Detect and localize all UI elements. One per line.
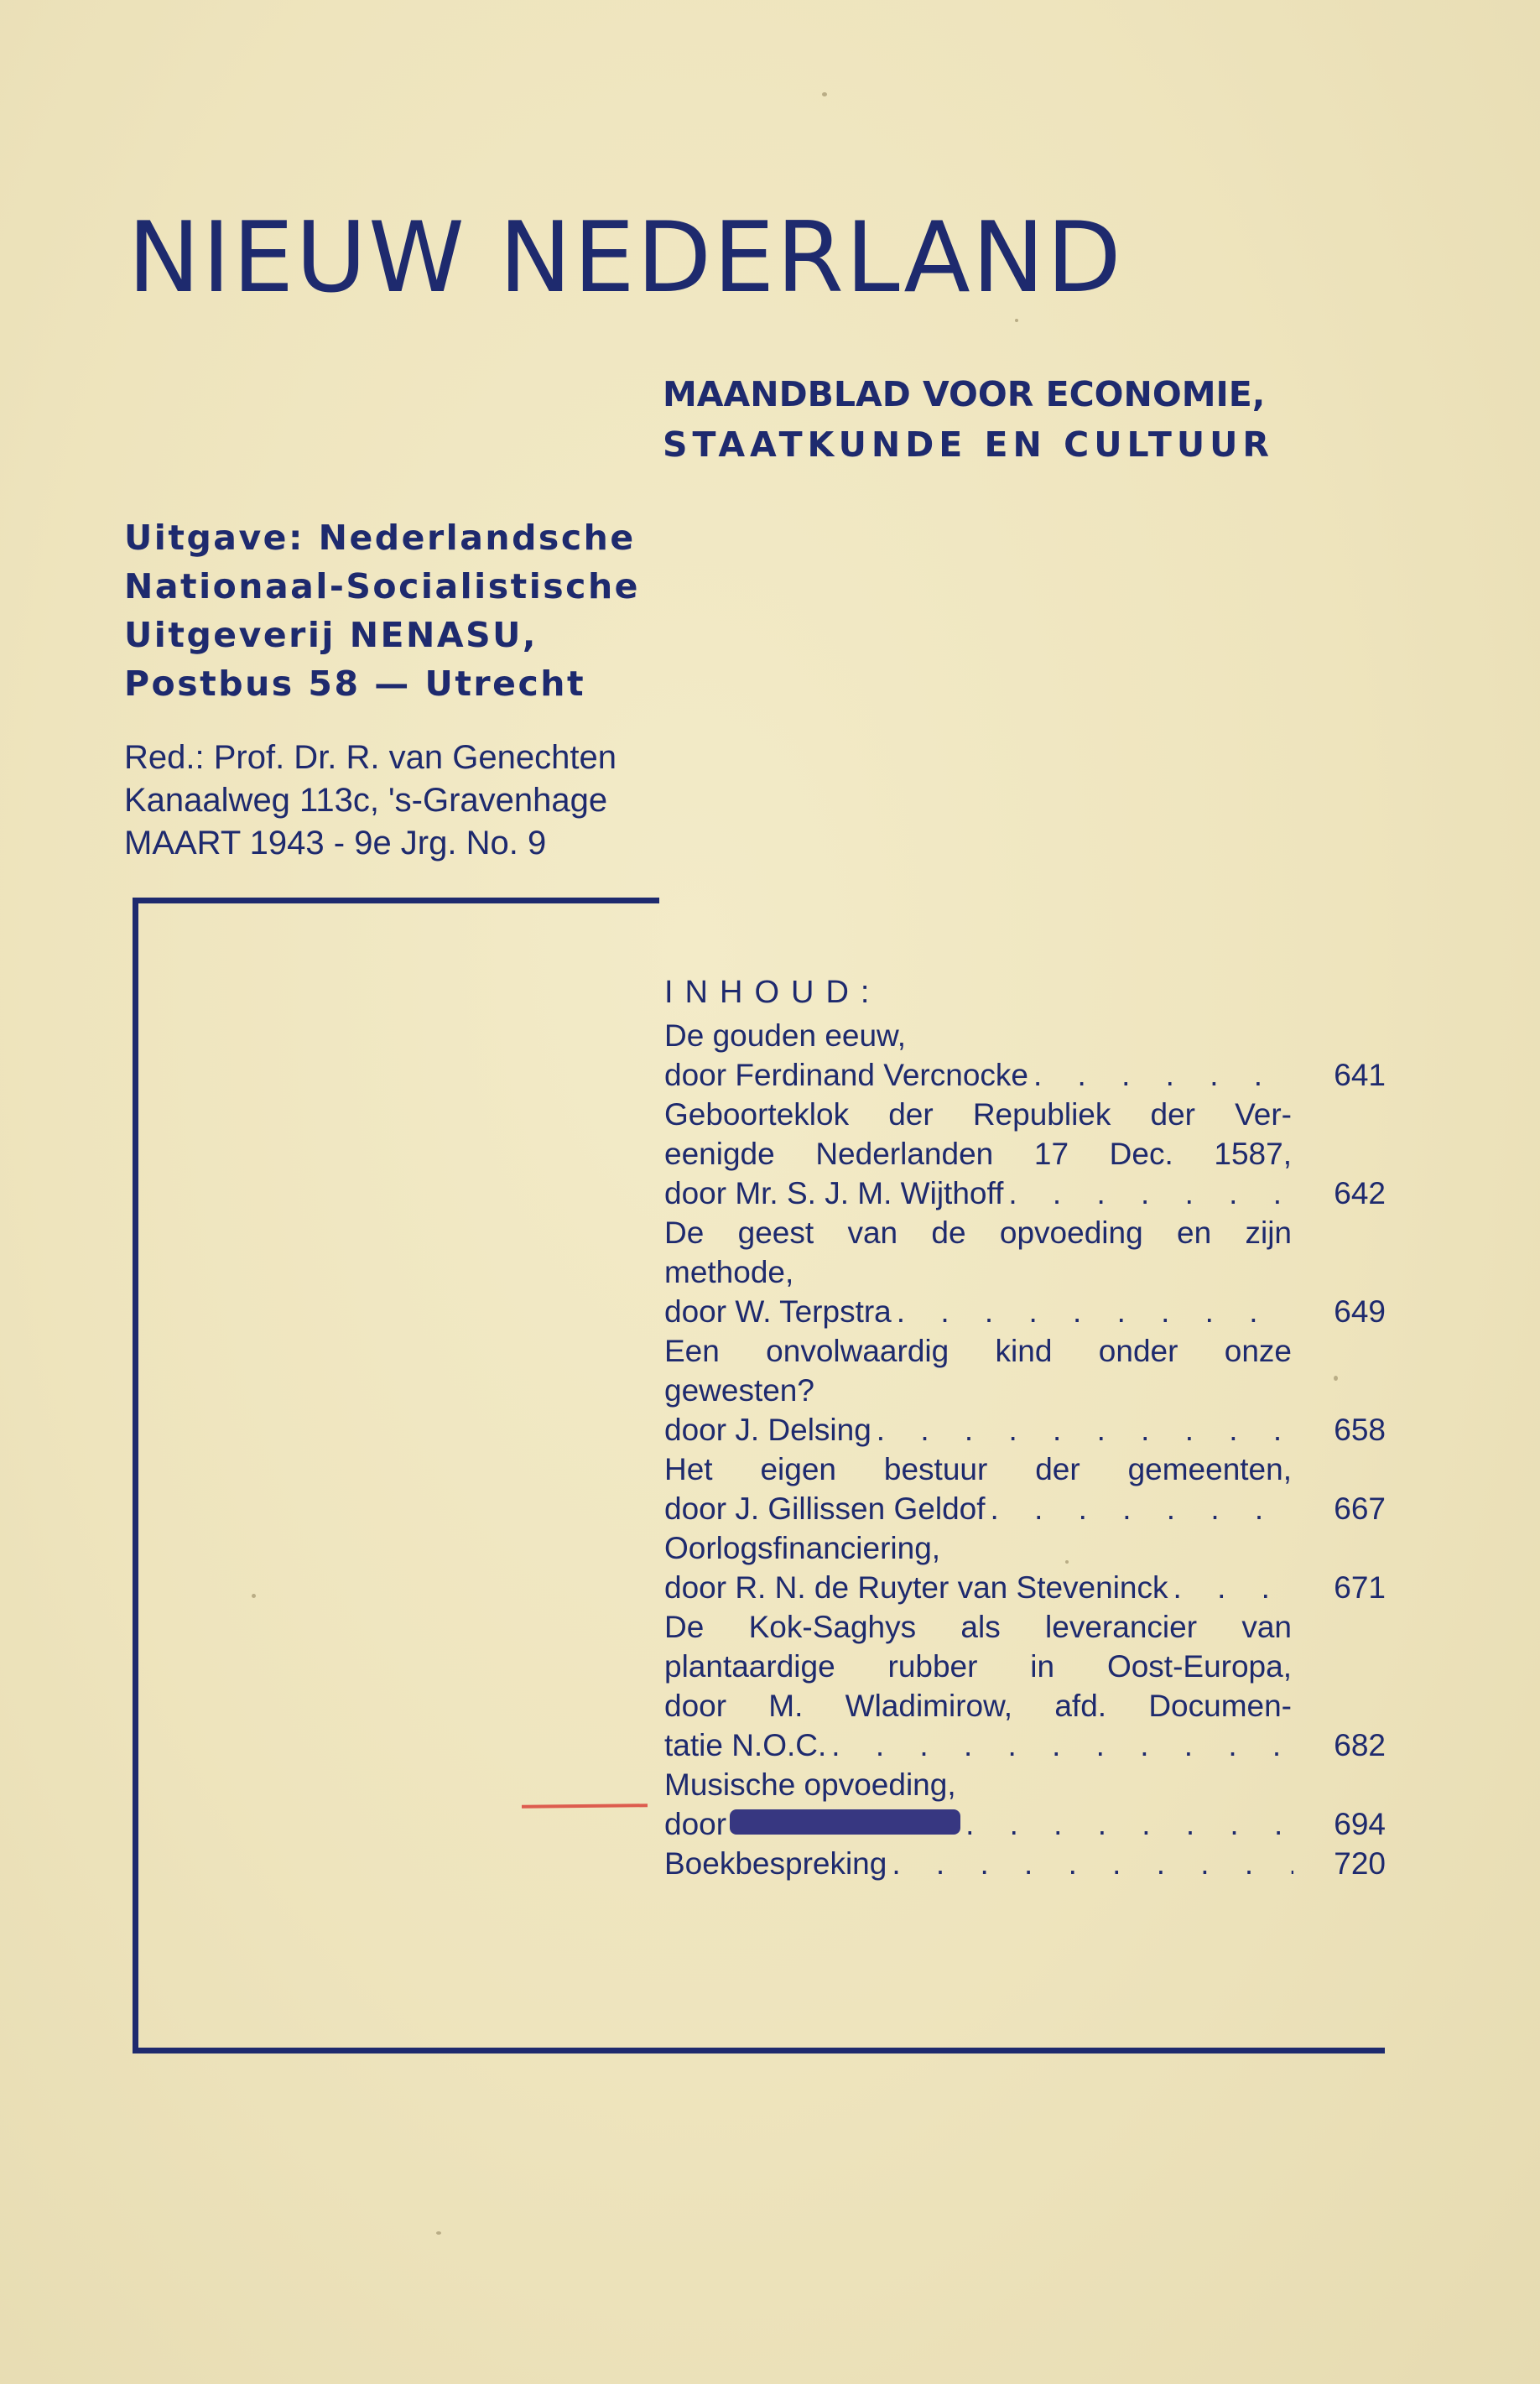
toc-entry-author-line <box>664 1568 1386 1607</box>
toc-leader-dots <box>897 1292 1293 1331</box>
redacted-name-mark <box>730 1809 960 1835</box>
toc-page-number: 649 <box>1334 1294 1386 1329</box>
toc-entry <box>664 1528 1386 1607</box>
toc-author: door Ferdinand Vercnocke <box>664 1058 1028 1092</box>
toc-author: door Mr. S. J. M. Wijthoff <box>664 1176 1004 1210</box>
toc-page-number: 642 <box>1334 1176 1386 1210</box>
editor-line: Red.: Prof. Dr. R. van Genechten <box>124 739 617 776</box>
toc-entry <box>664 1016 1386 1095</box>
toc-leader-dots <box>892 1844 1293 1883</box>
toc-author: door J. Delsing <box>664 1413 871 1447</box>
toc-leader-dots <box>991 1489 1293 1528</box>
red-pencil-mark <box>522 1804 648 1809</box>
publisher-line: Uitgave: Nederlandsche <box>124 518 636 558</box>
toc-entry-author-line <box>664 1844 1386 1883</box>
toc-entry <box>664 1765 1386 1844</box>
toc-entry-line: plantaardige rubber in Oost-Europa, <box>664 1649 1292 1684</box>
toc-page-number: 694 <box>1334 1807 1386 1841</box>
subtitle-line: STAATKUNDE EN CULTUUR <box>663 424 1274 465</box>
toc-leader-dots <box>831 1726 1293 1765</box>
toc-entry-author-line <box>664 1174 1386 1213</box>
toc-entry-line: Een onvolwaardig kind onder onze <box>664 1334 1292 1368</box>
toc-author: door W. Terpstra <box>664 1294 892 1329</box>
publisher-block <box>124 513 640 708</box>
table-of-contents <box>664 973 1386 1883</box>
magazine-subtitle <box>663 369 1274 470</box>
editorial-block <box>124 737 617 865</box>
toc-entry <box>664 1095 1386 1213</box>
toc-author: Boekbespreking <box>664 1846 887 1881</box>
address-line: Kanaalweg 113c, 's-Gravenhage <box>124 782 608 819</box>
toc-author: door R. N. de Ruyter van Steveninck <box>664 1570 1168 1605</box>
toc-entry-line: gewesten? <box>664 1373 814 1408</box>
toc-leader-dots <box>965 1804 1293 1844</box>
toc-leader-dots <box>1033 1055 1293 1095</box>
toc-author: door J. Gillissen Geldof <box>664 1491 986 1526</box>
toc-author: door <box>664 1807 727 1841</box>
toc-entry-author-line <box>664 1055 1386 1095</box>
toc-entry <box>664 1607 1386 1765</box>
toc-entry-author-line <box>664 1489 1386 1528</box>
toc-entry-author-line <box>664 1726 1386 1765</box>
toc-entry-author-line <box>664 1292 1386 1331</box>
toc-entry-line: Geboorteklok der Republiek der Ver- <box>664 1097 1292 1132</box>
toc-page-number: 667 <box>1334 1491 1386 1526</box>
toc-entry <box>664 1213 1386 1331</box>
publisher-line: Postbus 58 — Utrecht <box>124 664 586 704</box>
toc-entry-line: Oorlogsfinanciering, <box>664 1531 941 1565</box>
frame-bottom-rule <box>133 2048 1385 2053</box>
toc-entry-author-line <box>664 1410 1386 1450</box>
toc-entry-line: Het eigen bestuur der gemeenten, <box>664 1452 1292 1486</box>
toc-entry-line: methode, <box>664 1255 794 1289</box>
toc-entries <box>664 1016 1386 1883</box>
toc-page-number: 658 <box>1334 1413 1386 1447</box>
toc-page-number: 641 <box>1334 1058 1386 1092</box>
frame-left-rule <box>133 898 138 2053</box>
toc-leader-dots <box>1173 1568 1293 1607</box>
magazine-title: NIEUW NEDERLAND <box>127 201 1123 315</box>
subtitle-line: MAANDBLAD VOOR ECONOMIE, <box>663 374 1266 414</box>
toc-leader-dots <box>877 1410 1293 1450</box>
toc-page-number: 682 <box>1334 1728 1386 1762</box>
publisher-line: Uitgeverij NENASU, <box>124 615 538 655</box>
issue-line: MAART 1943 - 9e Jrg. No. 9 <box>124 825 547 861</box>
publisher-line: Nationaal-Socialistische <box>124 566 640 606</box>
toc-entry-line: Musische opvoeding, <box>664 1767 956 1802</box>
toc-entry <box>664 1844 1386 1883</box>
toc-entry-line: De Kok-Saghys als leverancier van <box>664 1610 1292 1644</box>
frame-top-rule <box>133 898 659 903</box>
toc-entry <box>664 1331 1386 1450</box>
toc-entry-line: door M. Wladimirow, afd. Documen- <box>664 1689 1292 1723</box>
toc-page-number: 720 <box>1334 1846 1386 1881</box>
toc-heading: INHOUD: <box>664 975 882 1010</box>
toc-entry-line: De geest van de opvoeding en zijn <box>664 1215 1292 1250</box>
toc-entry-line: De gouden eeuw, <box>664 1018 907 1053</box>
toc-author: tatie N.O.C. <box>664 1728 827 1762</box>
toc-entry <box>664 1450 1386 1528</box>
toc-entry-line: eenigde Nederlanden 17 Dec. 1587, <box>664 1137 1292 1171</box>
toc-leader-dots <box>1008 1174 1293 1213</box>
toc-entry-author-line <box>664 1804 1386 1844</box>
toc-page-number: 671 <box>1334 1570 1386 1605</box>
